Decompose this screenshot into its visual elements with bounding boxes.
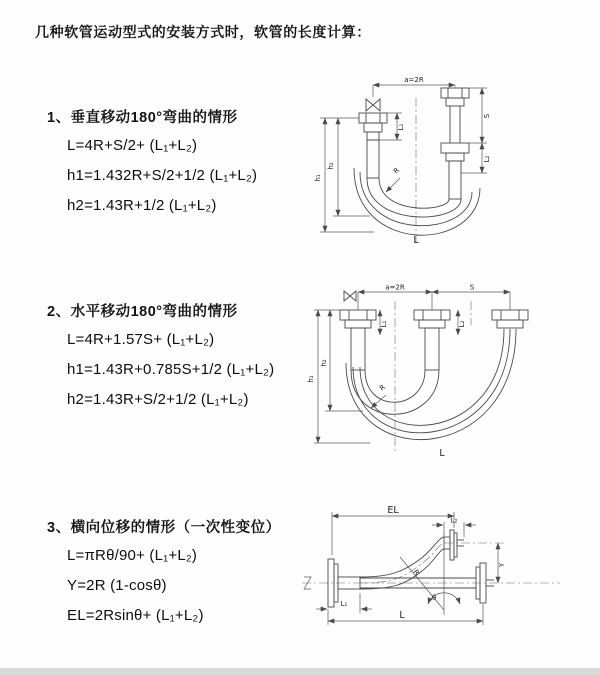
page-title: 几种软管运动型式的安装方式时，软管的长度计算：	[35, 24, 371, 40]
dimension-l	[328, 604, 483, 625]
dim-label-l1: L₁	[397, 123, 405, 131]
section-3-formula-Y: Y=2R (1-cosθ)	[67, 577, 167, 594]
dim-label-s: S	[483, 113, 491, 119]
dim-label-h2: h₂	[320, 359, 328, 367]
left-pipe-fitting	[340, 310, 376, 370]
right-pipe-fitting	[441, 88, 469, 199]
radius-label	[386, 166, 401, 192]
dim-label-l-total: L	[413, 235, 419, 246]
section-1-formula-L: L=4R+S/2+ (L₁+L₂)	[67, 137, 198, 154]
middle-pipe-fitting	[414, 310, 450, 370]
hose-u-curves	[346, 329, 516, 440]
dimension-a2r	[373, 76, 455, 97]
section-1-heading: 1、垂直移动180°弯曲的情形	[47, 110, 238, 126]
section-2-formula-h2: h2=1.43R+S/2+1/2 (L₁+L₂)	[67, 391, 249, 408]
dimension-y	[498, 543, 506, 583]
diagram-horizontal-180	[308, 283, 600, 463]
dim-label-h1: h₁	[307, 375, 315, 383]
dimension-el	[332, 505, 454, 555]
dim-label-theta: θ	[431, 594, 437, 602]
section-1-formula-h1: h1=1.432R+S/2+1/2 (L₁+L₂)	[67, 167, 258, 184]
dim-label-r: R	[378, 383, 388, 393]
section-2-heading: 2、水平移动180°弯曲的情形	[47, 304, 238, 320]
angle-construction	[400, 533, 460, 615]
dim-label-l-total: L	[399, 610, 405, 621]
section-2-formula-L: L=4R+1.57S+ (L₁+L₂)	[67, 331, 215, 348]
section-3-heading: 3、横向位移的情形（一次性变位）	[47, 520, 281, 536]
dim-label-a2r: a=2R	[404, 76, 424, 84]
valve-icon	[344, 291, 356, 301]
dim-label-el: EL	[387, 505, 399, 516]
centerline	[302, 543, 560, 589]
upper-flange	[444, 530, 464, 560]
dim-label-h2: h₂	[327, 162, 335, 170]
section-2-formula-h1: h1=1.43R+0.785S+1/2 (L₁+L₂)	[67, 361, 275, 378]
dim-label-l2: L₂	[458, 320, 466, 328]
diagram-vertical-180	[312, 70, 600, 254]
dim-label-l1: L₁	[340, 600, 348, 608]
hose-s-curve	[360, 537, 444, 589]
dim-label-y: Y	[498, 562, 506, 568]
radius-label	[371, 383, 387, 408]
section-1-formula-h2: h2=1.43R+1/2 (L₁+L₂)	[67, 197, 217, 214]
dimension-l1	[316, 593, 372, 613]
dim-label-r: R	[411, 568, 421, 578]
dim-label-r: R	[392, 166, 402, 176]
section-3-formula-EL: EL=2Rsinθ+ (L₁+L₂)	[67, 607, 204, 624]
dim-label-h1: h₁	[314, 174, 322, 182]
dim-label-a2r: a=2R	[385, 283, 405, 292]
dim-label-l2: L₂	[450, 516, 458, 525]
valve-icon	[366, 99, 380, 111]
right-pipe-fitting	[492, 310, 528, 328]
dimension-l1	[379, 113, 405, 140]
page-bottom-edge	[0, 668, 600, 675]
dim-label-l-total: L	[439, 448, 445, 459]
dim-label-s: S	[469, 283, 475, 292]
left-pipe-fitting	[359, 113, 387, 178]
diagram-lateral-displacement	[298, 503, 598, 663]
dimension-s-l2	[461, 88, 491, 173]
section-3-formula-L: L=πRθ/90+ (L₁+L₂)	[67, 547, 198, 564]
dimension-a2r-s	[358, 284, 510, 311]
dimension-h1-h2	[314, 118, 374, 232]
dim-label-l2: L₂	[483, 155, 491, 163]
dim-label-l1: L₁	[380, 320, 388, 328]
